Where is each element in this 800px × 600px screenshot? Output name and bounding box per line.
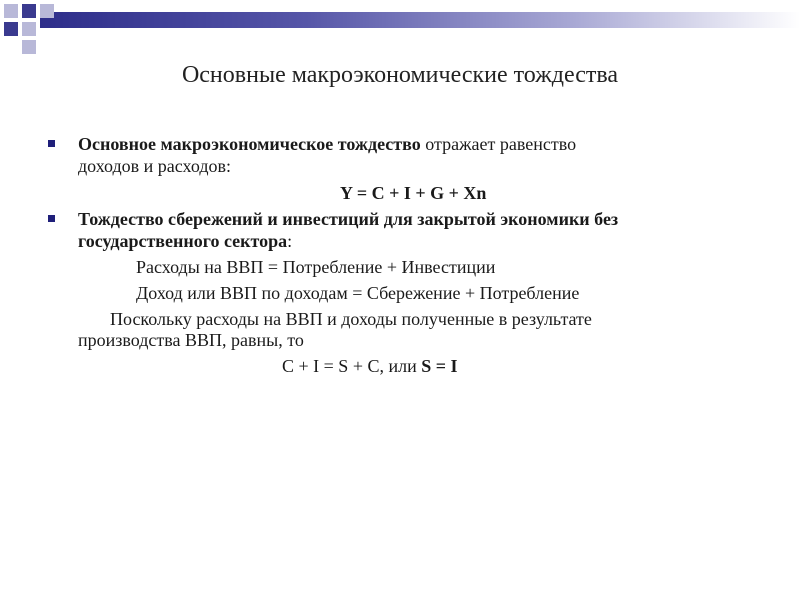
bullet1-line2: доходов и расходов: (78, 156, 231, 176)
decor-square-5 (40, 4, 54, 18)
slide-title: Основные макроэкономические тождества (181, 62, 619, 88)
final-equation-bold: S = I (421, 356, 458, 376)
paragraph-line1: Поскольку расходы на ВВП и доходы полученные в результате (110, 309, 592, 329)
decor-square-2 (22, 4, 36, 18)
decor-square-3 (4, 22, 18, 36)
decor-square-6 (22, 40, 36, 54)
final-equation (282, 356, 458, 376)
bullet1-line1 (78, 134, 576, 154)
bullet1-rest: отражает равенство (420, 134, 577, 154)
final-equation-plain: C + I = S + C, или (282, 356, 422, 376)
bullet2-line2 (78, 231, 292, 251)
decor-square-4 (22, 22, 36, 36)
bullet2-colon: : (287, 231, 293, 251)
bullet2-bold-line1: Тождество сбережений и инвестиций для закрытой экономики без (78, 209, 619, 229)
bullet-marker-2 (48, 215, 55, 222)
bullet-marker-1 (48, 140, 55, 147)
formula-gdp: Y = C + I + G + Xn (340, 183, 487, 203)
bullet2-bold-line2: государственного сектора (78, 231, 288, 251)
equation-expenditure: Расходы на ВВП = Потребление + Инвестиции (136, 257, 496, 277)
equation-income: Доход или ВВП по доходам = Сбережение + Потребление (136, 283, 580, 303)
header-gradient-band (40, 12, 800, 28)
decor-square-1 (4, 4, 18, 18)
bullet1-bold-term: Основное макроэкономическое тождество (78, 134, 421, 154)
paragraph-line2: производства ВВП, равны, то (78, 330, 304, 350)
